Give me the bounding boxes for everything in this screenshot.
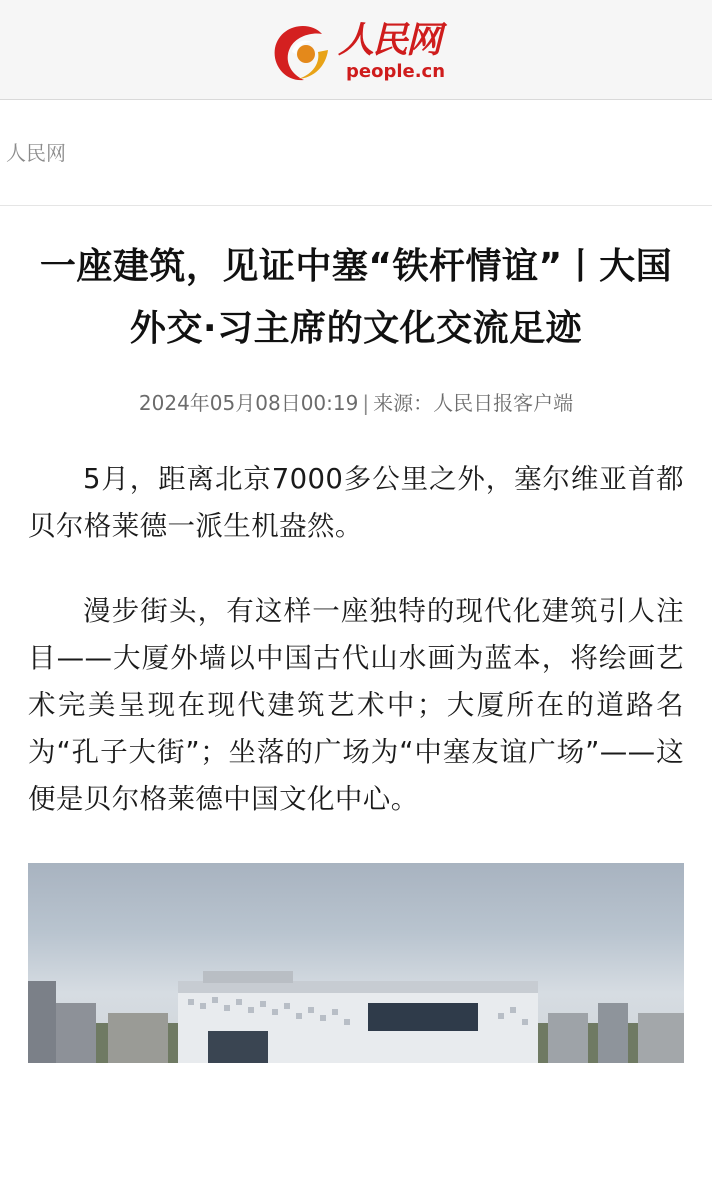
- breadcrumb-bar: [0, 100, 712, 206]
- paragraph: 5月，距离北京7000多公里之外，塞尔维亚首都贝尔格莱德一派生机盎然。: [28, 463, 684, 542]
- logo-chinese-text: 人民网: [338, 19, 441, 61]
- people-cn-logo[interactable]: [270, 20, 445, 84]
- article-source: 来源：人民日报客户端: [373, 391, 574, 415]
- article-image[interactable]: [28, 863, 684, 1063]
- article-meta: [0, 390, 712, 416]
- article-title: 一座建筑，见证中塞“铁杆情谊”丨大国外交·习主席的文化交流足迹: [39, 246, 673, 349]
- article-body: [28, 456, 684, 823]
- building-photo-icon: [28, 863, 684, 1063]
- site-header: [0, 0, 712, 100]
- logo-domain-text: people.cn: [346, 61, 446, 82]
- paragraph: 漫步街头，有这样一座独特的现代化建筑引人注目——大厦外墙以中国古代山水画为蓝本，将绘画艺术完美呈现在现代建筑艺术中；大厦所在的道路名为“孔子大街”；坐落的广场为“中塞友谊广场”——这便是贝尔格莱德中国文化中心。: [28, 595, 684, 815]
- meta-separator: |: [362, 391, 370, 415]
- publish-date: 2024年05月08日00:19: [138, 391, 359, 415]
- logo-mark-icon: [270, 22, 332, 84]
- breadcrumb-home-link[interactable]: 人民网: [6, 141, 66, 165]
